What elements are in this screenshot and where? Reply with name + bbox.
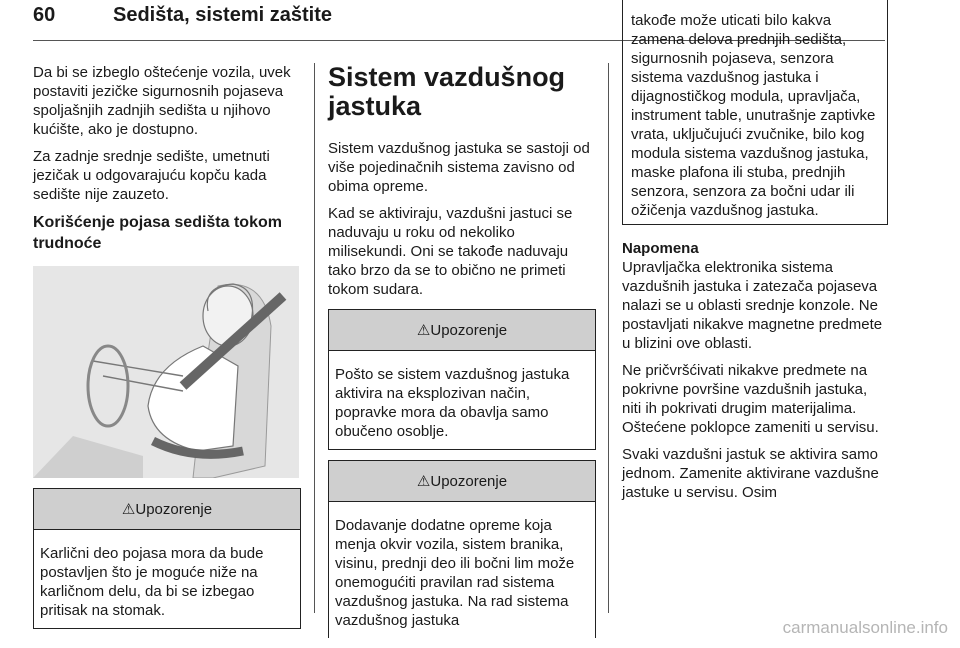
watermark: carmanualsonline.info [782,618,948,637]
warning-header [329,310,595,351]
pregnant-seatbelt-illustration [33,266,299,478]
page-title: Sedišta, sistemi zaštite [113,4,332,26]
section-heading: Sistem vazdušnog jastuka [328,62,566,121]
paragraph: Svaki vazdušni jastuk se aktivira samo jednom. Zamenite aktivirane vazdušne jastuke u servisu. Osim [622,446,879,501]
warning-title: Upozorenje [430,472,508,490]
column-right [622,12,888,510]
paragraph: Ne pričvršćivati nikakve predmete na pokrivne površine vazdušnih jastuka, niti ih pokrivati drugim materijalima. Oštećene poklopce zameniti u servisu. [622,362,879,436]
column-divider [314,63,315,613]
warning-continuation: takođe može uticati bilo kakva zamena delova prednjih sedišta, sigurnosnih pojaseva, senzora sistema vazdušnog jastuka i dijagnostičkog modula, upravljača, instrument table, unutrašnje zaptivke vrata, uključujući zvučnike, bilo kog modula sistema vazdušnog jastuka, maske plafona ili stuba, prednjih senzora, senzora za bočni udar ili ožičenja vazdušnog jastuka. [622,0,888,225]
warning-header [34,489,300,530]
paragraph: Za zadnje srednje sedište, umetnuti jezičak u odgovarajuću kopču kada sedište nije zauzeto. [33,148,270,203]
warning-box [33,488,301,629]
warning-text: Pošto se sistem vazdušnog jastuka aktivira na eksplozivan način, popravke mora da obavlja samo obučeno osoblje. [335,366,570,440]
warning-box [328,460,596,638]
warning-icon: ⚠ [121,500,136,518]
column-middle [328,63,596,648]
paragraph: Da bi se izbeglo oštećenje vozila, uvek postaviti jezičke sigurnosnih pojaseva spoljašnjih zadnjih sedišta u njihovo kućište, ako je dostupno. [33,64,291,138]
warning-title: Upozorenje [135,500,213,518]
paragraph: Kad se aktiviraju, vazdušni jastuci se naduvaju u roku od nekoliko milisekundi. Oni se takođe naduvaju tako brzo da se to obično ne primeti tokom sudara. [328,205,573,298]
column-left [33,63,301,639]
warning-text: Dodavanje dodatne opreme koja menja okvir vozila, sistem branika, visinu, prednji deo ili bočni lim može onemogućiti pravilan rad sistema vazdušnog jastuka. Na rad sistema vazdušnog jastuka [335,517,575,629]
section-heading: Korišćenje pojasa sedišta tokom trudnoće [33,214,282,252]
note-text: Upravljačka elektronika sistema vazdušnih jastuka i zatezača pojaseva nalazi se u oblasti srednje konzole. Ne postavljati nikakve magnetne predmete u blizini ove oblasti. [622,259,883,352]
warning-title: Upozorenje [430,321,508,339]
warning-icon: ⚠ [416,321,431,339]
note-title: Napomena [622,240,699,257]
warning-box [328,309,596,450]
warning-icon: ⚠ [416,472,431,490]
page-number: 60 [33,4,56,26]
illustration-graphic [33,266,299,478]
column-divider [608,63,609,613]
warning-header [329,461,595,502]
warning-text: Karlični deo pojasa mora da bude postavljen što je moguće niže na karličnom delu, da bi se izbegao pritisak na stomak. [40,545,264,619]
paragraph: Sistem vazdušnog jastuka se sastoji od više pojedinačnih sistema zavisno od obima opreme. [328,140,590,195]
